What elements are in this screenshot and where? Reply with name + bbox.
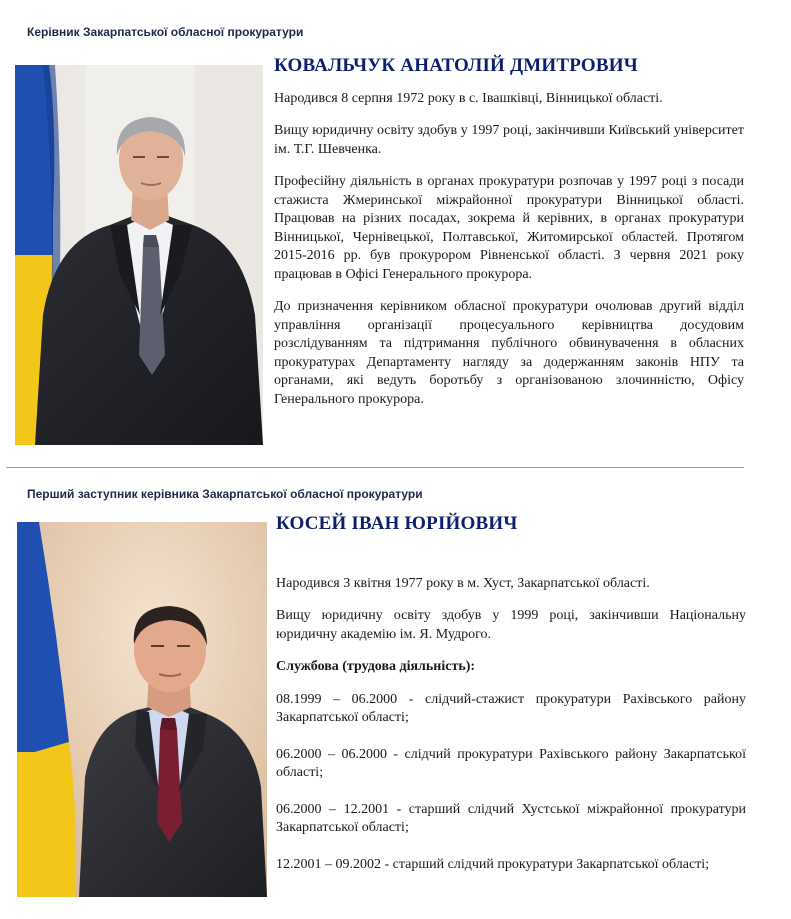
bio-kosei — [276, 515, 746, 874]
career-entry: 08.1999 – 06.2000 - слідчий-стажист прокуратури Рахівського району Закарпатської області; — [276, 691, 746, 725]
portrait-photo-kovalchuk — [15, 65, 263, 445]
career-entry: 06.2000 – 12.2001 - старший слідчий Хустської міжрайонної прокуратури Закарпатської області; — [276, 801, 746, 835]
section-2-position-title: Перший заступник керівника Закарпатської обласної прокуратури — [27, 487, 423, 501]
bio-paragraph: Народився 8 серпня 1972 року в с. Івашківці, Вінницької області. — [274, 90, 663, 106]
person-name: КОСЕЙ ІВАН ЮРІЙОВИЧ — [276, 513, 518, 534]
career-heading: Службова (трудова діяльність): — [276, 659, 476, 674]
bio-paragraph: Професійну діяльність в органах прокуратури розпочав у 1997 році з посади стажиста Жмеринської міжрайонної прокуратури Вінницької області. Працював на різних посадах, зокрема й керівних, в органах прокуратури Вінницької, Чернівецької, Полтавської, Житомирської областей. Протягом 2015-2016 рр. був прокурором Рівненської області. З червня 2021 року працював в Офісі Генерального прокурора. — [274, 174, 744, 282]
section-divider — [6, 467, 744, 468]
bio-paragraph: Народився 3 квітня 1977 року в м. Хуст, Закарпатської області. — [276, 575, 650, 591]
person-name: КОВАЛЬЧУК АНАТОЛІЙ ДМИТРОВИЧ — [274, 55, 638, 76]
career-entry: 06.2000 – 06.2000 - слідчий прокуратури Рахівського району Закарпатської області; — [276, 746, 746, 780]
section-1-position-title: Керівник Закарпатської обласної прокуратури — [27, 25, 304, 39]
bio-paragraph: До призначення керівником обласної прокуратури очолював другий відділ управління організації процесуального керівництва досудовим розслідуванням та підтримання публічного обвинувачення в обласних прокуратурах Департаменту нагляду за додержанням законів НПУ та органами, які ведуть боротьбу з організованою злочинністю, Офісу Генерального прокурора. — [274, 299, 744, 407]
bio-paragraph: Вищу юридичну освіту здобув у 1999 році, закінчивши Національну юридичну академію ім. Я. Мудрого. — [276, 608, 746, 642]
portrait-photo-kosei — [17, 522, 267, 897]
career-entry: 12.2001 – 09.2002 - старший слідчий прокуратури Закарпатської області; — [276, 856, 710, 872]
bio-paragraph: Вищу юридичну освіту здобув у 1997 році, закінчивши Київський університет ім. Т.Г. Шевченка. — [274, 123, 744, 157]
bio-kovalchuk — [274, 57, 744, 409]
